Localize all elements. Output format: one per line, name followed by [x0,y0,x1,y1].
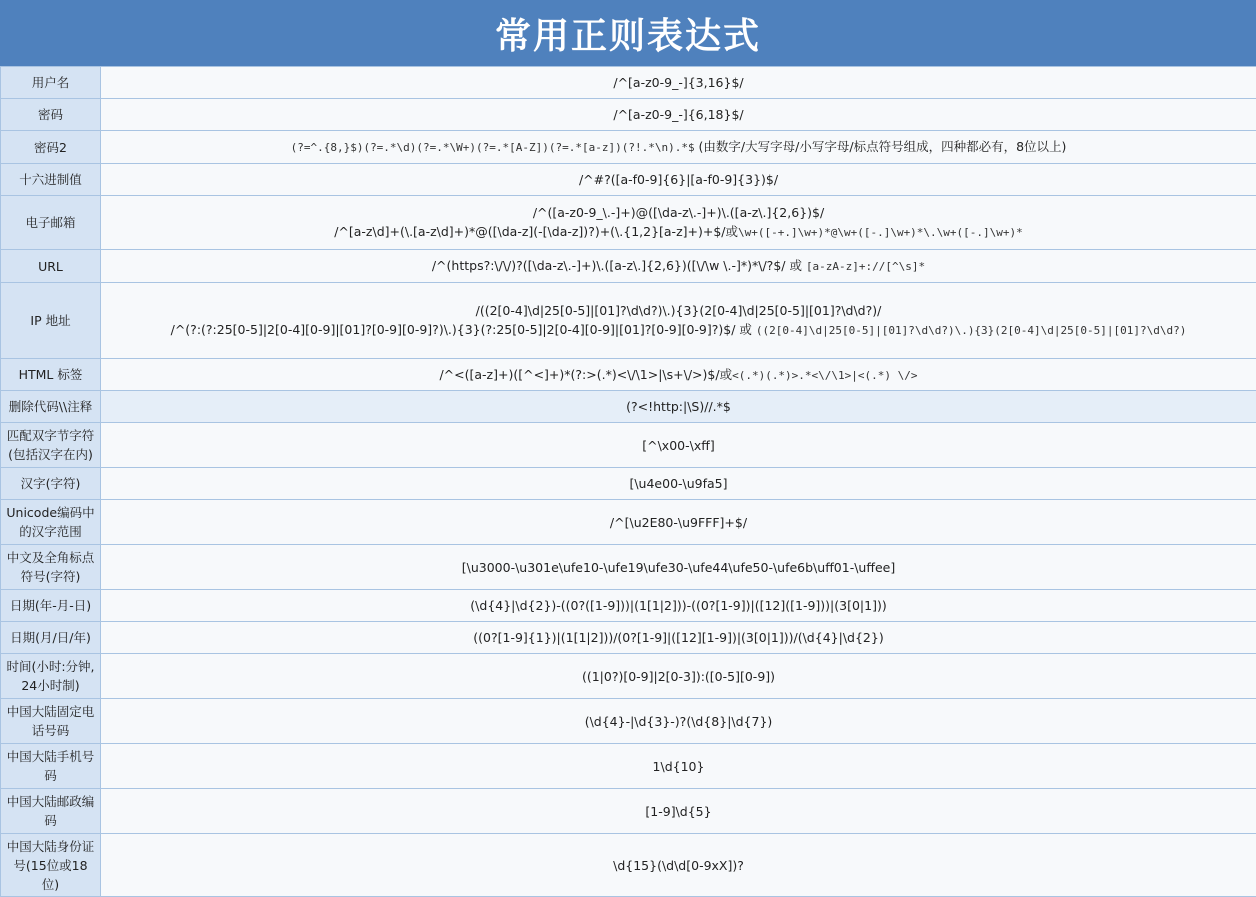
row-label: URL [1,250,101,283]
row-label: 日期(年-月-日) [1,590,101,622]
regex-expression: [\u3000-\u301e\ufe10-\ufe19\ufe30-\ufe44\ufe50-\ufe6b\uff01-\uffee] [461,559,896,575]
regex-cell [101,744,1256,789]
regex-cell [101,654,1256,699]
regex-cell [101,99,1256,131]
regex-cell [101,622,1256,654]
row-label: 中国大陆邮政编码 [1,789,101,834]
table-row [1,500,1256,545]
table-row [1,359,1256,391]
regex-cell [101,283,1256,359]
page-title: 常用正则表达式 [494,15,761,57]
regex-alt-expression: <(.*)(.*)>.*<\/\1>|<(.*) \/> [732,368,918,382]
row-label: 中文及全角标点符号(字符) [1,545,101,590]
regex-expression: /((2[0-4]\d|25[0-5]|[01]?\d\d?)\.){3}(2[0-4]\d|25[0-5]|[01]?\d\d?)/ [475,303,882,318]
page-header [0,0,1256,66]
regex-alt-expression: (?=^.{8,}$)(?=.*\d)(?=.*\W+)(?=.*[A-Z])(?=.*[a-z])(?!.*\n).*$ [290,141,695,154]
table-row [1,622,1256,654]
regex-expression: ((1|0?)[0-9]|2[0-3]):([0-5][0-9]) [581,668,776,684]
row-label: 密码 [1,99,101,131]
regex-cell [101,789,1256,834]
row-label: 中国大陆手机号码 [1,744,101,789]
regex-line [105,203,1252,222]
row-label: 用户名 [1,67,101,99]
regex-cell [101,834,1256,897]
regex-cell [101,423,1256,468]
regex-line [105,474,1252,493]
regex-expression: \d{15}(\d\d[0-9xX])? [613,857,744,873]
table-row [1,283,1256,359]
table-row [1,789,1256,834]
regex-expression: (\d{4}-|\d{3}-)?(\d{8}|\d{7}) [584,713,773,729]
row-label: HTML 标签 [1,359,101,391]
regex-expression: /^[\u2E80-\u9FFF]+$/ [609,514,748,530]
regex-line [105,301,1252,320]
regex-line [105,397,1252,416]
regex-cell [101,545,1256,590]
regex-expression: /^(?:(?:25[0-5]|2[0-4][0-9]|[01]?[0-9][0-9]?)\.){3}(?:25[0-5]|2[0-4][0-9]|[01]?[0-9][0-9]?)$/ 或 [170,322,756,337]
table-row [1,67,1256,99]
table-row [1,699,1256,744]
row-label: 匹配双字节字符(包括汉字在内) [1,423,101,468]
table-row [1,391,1256,423]
regex-cell [101,359,1256,391]
regex-line [105,667,1252,686]
regex-line [105,105,1252,124]
regex-line [105,170,1252,189]
regex-line [105,628,1252,647]
regex-line [105,137,1252,157]
regex-expression: [\u4e00-\u9fa5] [629,476,728,491]
regex-alt-expression: \w+([-+.]\w+)*@\w+([-.]\w+)*\.\w+([-.]\w+)* [738,226,1023,239]
table-row [1,654,1256,699]
regex-expression: ((0?[1-9]{1})|(1[1|2]))/(0?[1-9]|([12][1-9])|(3[0|1]))/(\d{4}|\d{2}) [473,630,884,645]
regex-cell [101,500,1256,545]
regex-expression: [1-9]\d{5} [645,803,712,819]
regex-expression: /^#?([a-f0-9]{6}|[a-f0-9]{3})$/ [578,172,779,187]
regex-alt-expression: ((2[0-4]\d|25[0-5]|[01]?\d\d?)\.){3}(2[0-4]\d|25[0-5]|[01]?\d\d?) [755,324,1187,337]
regex-cell [101,196,1256,250]
regex-expression: (\d{4}|\d{2})-((0?([1-9]))|(1[1|2]))-((0?[1-9])|([12]([1-9]))|(3[0|1])) [470,598,887,613]
regex-expression: /^([a-z0-9_\.-]+)@([\da-z\.-]+)\.([a-z\.]{2,6})$/ [532,205,825,220]
regex-expression: /^[a-z0-9_-]{3,16}$/ [613,75,744,90]
row-label: 日期(月/日/年) [1,622,101,654]
regex-expression: (?<!http:|\S)//.*$ [626,399,731,414]
row-label: Unicode编码中的汉字范围 [1,500,101,545]
row-label: 时间(小时:分钟, 24小时制) [1,654,101,699]
table-row [1,744,1256,789]
table-row [1,468,1256,500]
regex-line [105,757,1252,776]
regex-cell [101,590,1256,622]
row-label: 删除代码\\注释 [1,391,101,423]
regex-expression: /^[a-z\d]+(\.[a-z\d]+)*@([\da-z](-[\da-z])?)+(\.{1,2}[a-z]+)+$/或 [334,224,738,239]
table-row [1,196,1256,250]
regex-line [105,513,1252,532]
row-label: 中国大陆固定电话号码 [1,699,101,744]
table-row [1,545,1256,590]
row-label: 中国大陆身份证号(15位或18位) [1,834,101,897]
table-row [1,423,1256,468]
row-label: 汉字(字符) [1,468,101,500]
regex-cell [101,391,1256,423]
row-label: 十六进制值 [1,164,101,196]
regex-cell [101,67,1256,99]
regex-line [105,802,1252,821]
regex-line [105,856,1252,875]
regex-expression: (由数字/大写字母/小写字母/标点符号组成，四种都必有，8位以上) [694,139,1067,154]
regex-line [105,436,1252,455]
regex-line [105,222,1252,242]
regex-line [105,596,1252,615]
row-label: 电子邮箱 [1,196,101,250]
regex-line [105,256,1252,276]
table-row [1,834,1256,897]
table-row [1,590,1256,622]
regex-cell [101,131,1256,164]
regex-alt-expression: [a-zA-z]+://[^\s]* [805,260,926,273]
regex-cell [101,699,1256,744]
regex-expression: /^[a-z0-9_-]{6,18}$/ [613,107,744,122]
row-label: IP 地址 [1,283,101,359]
regex-line [105,73,1252,92]
table-row [1,131,1256,164]
regex-cell [101,164,1256,196]
regex-line [105,320,1252,340]
regex-line [105,712,1252,731]
regex-expression: /^<([a-z]+)([^<]+)*(?:>(.*)<\/\1>|\s+\/>)$/或 [439,366,733,382]
regex-cell [101,250,1256,283]
table-row [1,99,1256,131]
regex-expression: /^(https?:\/\/)?([\da-z\.-]+)\.([a-z\.]{2,6})([\/\w \.-]*)*\/?$/ 或 [431,258,806,273]
regex-table [0,66,1256,897]
row-label: 密码2 [1,131,101,164]
table-row [1,164,1256,196]
regex-expression: 1\d{10} [652,758,705,774]
regex-line [105,365,1252,385]
regex-line [105,558,1252,577]
regex-cell [101,468,1256,500]
table-row [1,250,1256,283]
regex-expression: [^\x00-\xff] [642,437,715,453]
